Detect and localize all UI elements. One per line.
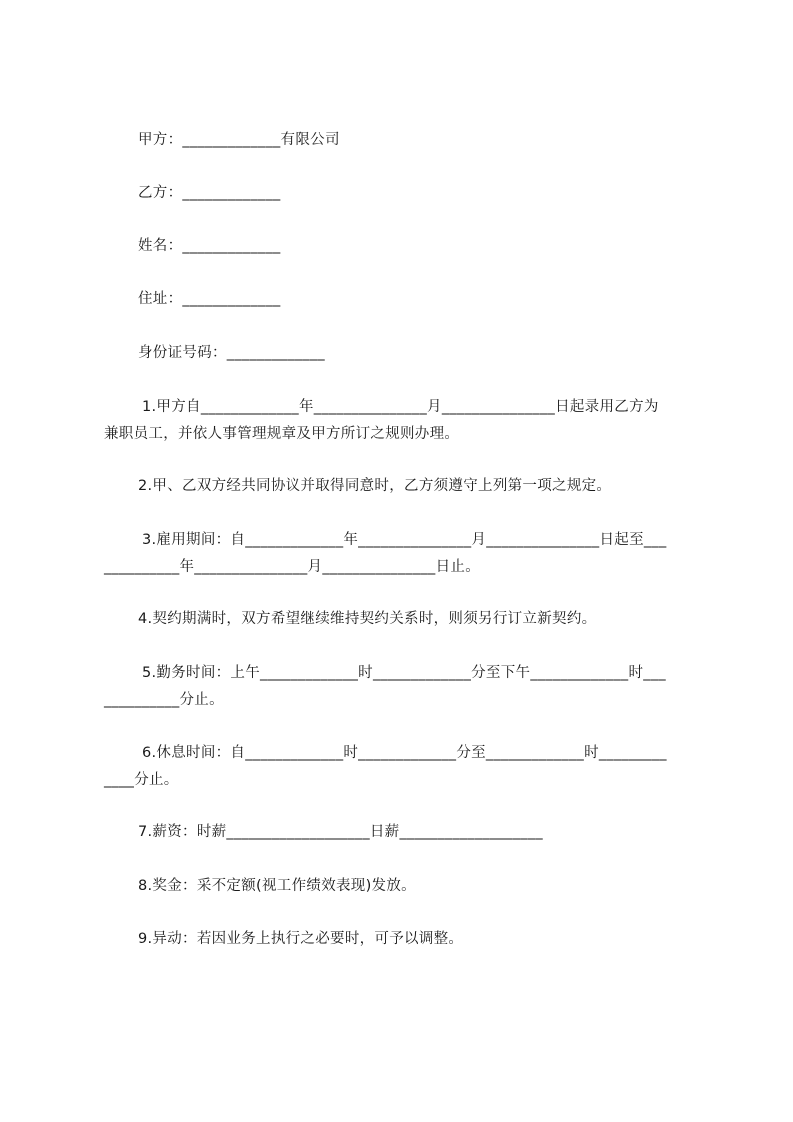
clause-5-line-2: __________分止。	[104, 692, 224, 708]
clause-5-line-1: 5.勤务时间：上午_____________时_____________分至下午_____________时___	[142, 665, 666, 681]
name-line: 姓名：_____________	[138, 238, 281, 254]
party-a-line: 甲方：_____________有限公司	[138, 132, 340, 148]
id-number-line: 身份证号码：_____________	[138, 345, 325, 361]
clause-8: 8.奖金：采不定额(视工作绩效表现)发放。	[138, 878, 416, 894]
clause-6-line-2: ____分止。	[104, 772, 179, 788]
clause-7: 7.薪资：时薪___________________日薪___________________	[138, 824, 543, 840]
clause-4: 4.契约期满时，双方希望继续维持契约关系时，则须另行订立新契约。	[138, 611, 597, 627]
clause-2: 2.甲、乙双方经共同协议并取得同意时，乙方须遵守上列第一项之规定。	[138, 478, 612, 494]
party-b-line: 乙方：_____________	[138, 185, 281, 201]
clause-3-line-2: __________年_______________月_______________日止。	[104, 559, 480, 575]
address-line: 住址：_____________	[138, 291, 281, 307]
clause-1-line-2: 兼职员工，并依人事管理规章及甲方所订之规则办理。	[104, 426, 460, 442]
clause-3-line-1: 3.雇用期间：自_____________年_______________月_______________日起至___	[142, 532, 667, 548]
clause-6-line-1: 6.休息时间：自_____________时_____________分至_____________时_________	[142, 745, 667, 761]
clause-1-line-1: 1.甲方自_____________年_______________月_______________日起录用乙方为	[142, 399, 659, 415]
clause-9: 9.异动：若因业务上执行之必要时，可予以调整。	[138, 931, 464, 947]
